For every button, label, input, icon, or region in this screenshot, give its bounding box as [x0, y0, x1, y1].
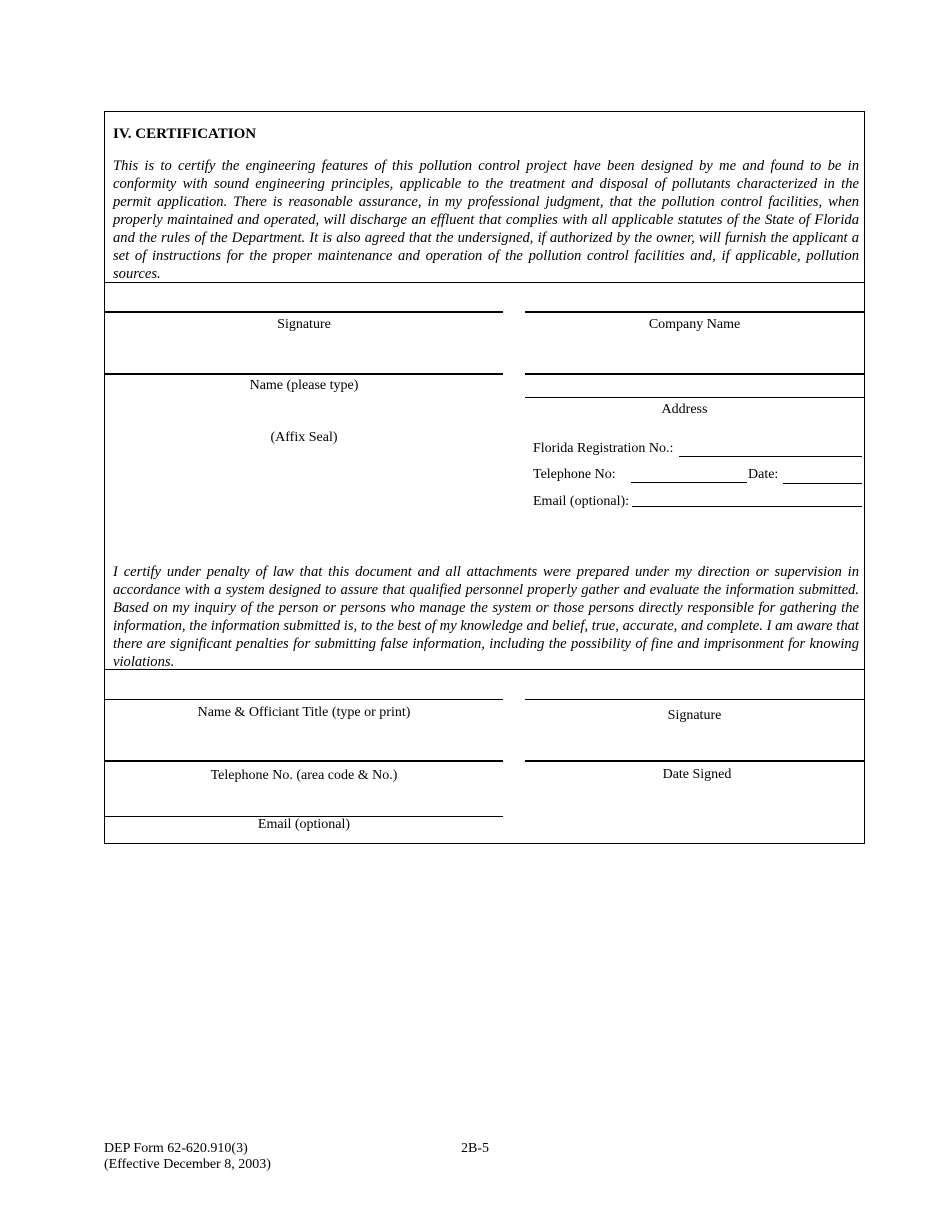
company-name-label: Company Name	[648, 317, 741, 332]
name-label: Name (please type)	[249, 378, 359, 393]
address-label: Address	[661, 402, 708, 417]
name-line[interactable]	[105, 373, 503, 375]
name-title-label: Name & Officiant Title (type or print)	[197, 705, 411, 720]
telephone-field[interactable]	[631, 482, 747, 483]
engineer-certification-statement: This is to certify the engineering features of this pollution control project have been designed by me and found to be in conformity with sound engineering principles, applicable to the treatment and disposal of pollutants characterized in the permit application. There is reasonable assurance, in my professional judgment, that the pollution control facilities, when properly maintained and operated, will discharge an effluent that complies with all applicable statutes of the State of Florida and the rules of the Department. It is also agreed that the undersigned, if authorized by the owner, will furnish the applicant a set of instructions for the proper maintenance and operation of the pollution control facilities and, if applicable, pollution sources.	[113, 158, 859, 282]
date-label: Date:	[748, 467, 779, 482]
form-identifier	[104, 1141, 271, 1173]
affix-seal-label: (Affix Seal)	[270, 430, 338, 445]
company-line-2[interactable]	[525, 373, 864, 375]
applicant-signature-label: Signature	[667, 708, 722, 723]
telephone-line[interactable]	[105, 760, 503, 762]
name-title-line[interactable]	[105, 699, 503, 700]
signature-line[interactable]	[105, 311, 503, 313]
date-signed-line[interactable]	[525, 760, 864, 762]
divider	[105, 669, 864, 670]
page-number: 2B-5	[461, 1141, 489, 1156]
section-title: IV. CERTIFICATION	[113, 126, 257, 142]
company-name-line[interactable]	[525, 311, 864, 313]
date-field[interactable]	[783, 483, 862, 484]
applicant-certification-statement: I certify under penalty of law that this document and all attachments were prepared under my direction or supervision in accordance with a system designed to assure that qualified personnel properly gather and evaluate the information submitted. Based on my inquiry of the person or persons who manage the system or those persons directly responsible for gathering the information, the information submitted is, to the best of my knowledge and belief, true, accurate, and complete. I am aware that there are significant penalties for submitting false information, including the possibility of fine and imprisonment for knowing violations.	[113, 564, 859, 670]
signature-label: Signature	[277, 317, 331, 332]
effective-date: (Effective December 8, 2003)	[104, 1157, 271, 1172]
applicant-telephone-label: Telephone No. (area code & No.)	[210, 768, 398, 783]
certification-form	[104, 111, 865, 844]
registration-field[interactable]	[679, 456, 862, 457]
email-label: Email (optional):	[533, 494, 630, 509]
date-signed-label: Date Signed	[662, 767, 732, 782]
form-id: DEP Form 62-620.910(3)	[104, 1141, 248, 1156]
divider	[105, 282, 864, 283]
address-line[interactable]	[525, 397, 864, 398]
applicant-email-label: Email (optional)	[257, 817, 351, 832]
applicant-signature-line[interactable]	[525, 699, 864, 700]
registration-label: Florida Registration No.:	[533, 441, 674, 456]
telephone-label: Telephone No:	[533, 467, 616, 482]
email-field[interactable]	[632, 506, 862, 507]
